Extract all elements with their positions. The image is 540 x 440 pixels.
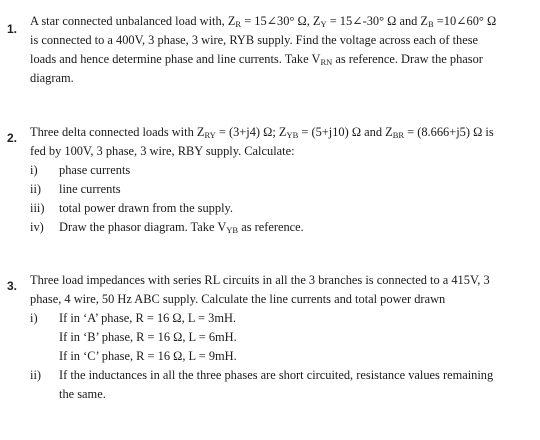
- list-item: i) phase currents: [30, 163, 131, 177]
- question-number: 3.: [7, 279, 18, 293]
- text-line: fed by 100V, 3 phase, 3 wire, RBY supply. Calculate:: [30, 144, 295, 158]
- text-line: phase, 4 wire, 50 Hz ABC supply. Calculate the line currents and total power drawn: [30, 292, 446, 306]
- question-text: [30, 123, 535, 237]
- text-line: Three delta connected loads with $Z_{RY} = (3+j4)$ Ω; $Z_{YB} = (5+j10)$ Ω and $Z_{BR} = (8.666+j5)$ Ω is: [30, 125, 494, 140]
- list-item: iv) Draw the phasor diagram. Take $V_{YB}$ as reference.: [30, 220, 304, 235]
- list-item: i) If in ‘A’ phase, R = 16 Ω, L = 3mH.: [30, 311, 237, 325]
- list-item: ii) If the inductances in all the three phases are short circuited, resistance values remaining: [30, 368, 494, 382]
- question-number: 1.: [7, 22, 18, 36]
- question-text: [30, 12, 535, 88]
- list-item-line: If in ‘C’ phase, R = 16 Ω, L = 9mH.: [59, 349, 237, 363]
- text-line: is connected to a 400V, 3 phase, 3 wire, RYB supply. Find the voltage across each of these: [30, 33, 479, 47]
- list-item: iii) total power drawn from the supply.: [30, 201, 234, 215]
- question-number: 2.: [7, 131, 18, 145]
- list-item-line: If in ‘B’ phase, R = 16 Ω, L = 6mH.: [59, 330, 237, 344]
- text-line: A star connected unbalanced load with, $Z_R$ = 15∠30° Ω, $Z_Y$ = 15∠-30° Ω and $Z_B$ =10∠60° Ω: [30, 14, 497, 29]
- text-line: Three load impedances with series RL circuits in all the 3 branches is connected to a 415V, 3: [30, 273, 490, 287]
- list-item-line: the same.: [59, 387, 106, 401]
- text-line: loads and hence determine phase and line currents. Take $V_{RN}$ as reference. Draw the phasor: [30, 52, 483, 67]
- question-text: [30, 271, 535, 404]
- text-line: diagram.: [30, 71, 74, 85]
- list-item: ii) line currents: [30, 182, 121, 196]
